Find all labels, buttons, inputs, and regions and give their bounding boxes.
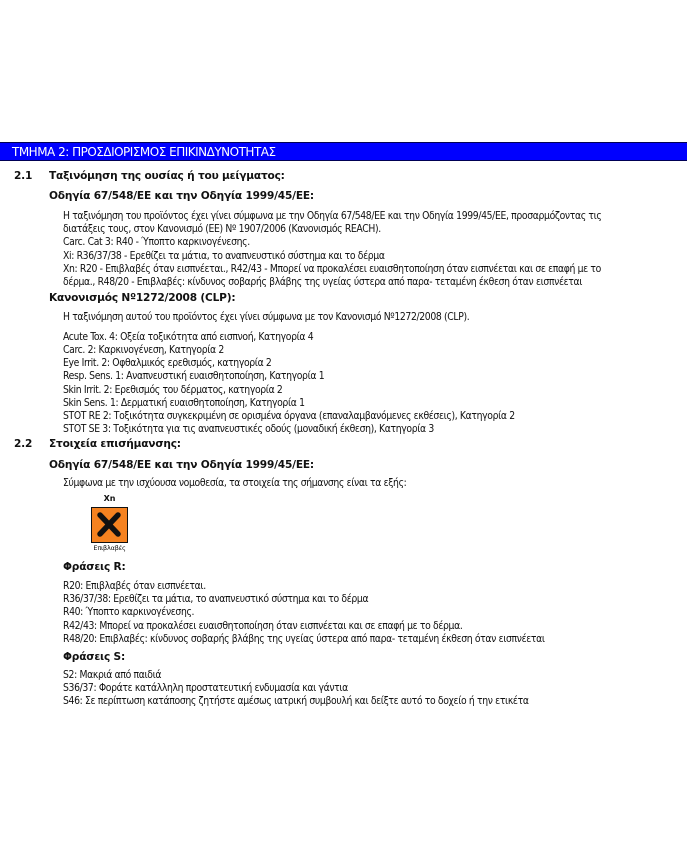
section-number-2-2: 2.2 <box>14 438 33 450</box>
directive-heading: Οδηγία 67/548/ΕΕ και την Οδηγία 1999/45/ΕΕ: <box>49 190 314 202</box>
r-phrase: R42/43: Μπορεί να προκαλέσει ευαισθητοποίηση όταν εισπνέεται και σε επαφή με το δέρμα. <box>63 620 463 632</box>
labelling-intro: Σύμφωνα με την ισχύουσα νομοθεσία, τα στοιχεία της σήμανσης είναι τα εξής: <box>63 477 407 489</box>
classification-line: δέρμα., R48/20 - Επιβλαβές: κίνδυνος σοβαρής βλάβης της υγείας ύστερα από παρα- τεταμένη έκθεση όταν εισπνέεται <box>63 276 583 288</box>
s-phrases-heading: Φράσεις S: <box>63 651 125 663</box>
classification-line: Carc. Cat 3: R40 - Ύποπτο καρκινογένεσης. <box>63 236 250 248</box>
clp-intro: Η ταξινόμηση αυτού του προϊόντος έχει γίνει σύμφωνα με τον Κανονισμό Nº1272/2008 (CLP). <box>63 311 470 323</box>
section-title-2-2: Στοιχεία επισήμανσης: <box>49 438 181 450</box>
section-title-2-1: Ταξινόμηση της ουσίας ή του μείγματος: <box>49 170 285 182</box>
pictogram-caption: Επιβλαβές <box>93 544 126 552</box>
section-header-bar <box>0 142 687 161</box>
directive-heading: Οδηγία 67/548/ΕΕ και την Οδηγία 1999/45/ΕΕ: <box>49 459 314 471</box>
classification-line: Xn: R20 - Επιβλαβές όταν εισπνέεται., R42/43 - Μπορεί να προκαλέσει ευαισθητοποίηση όταν εισπνέεται και σε επαφή με το <box>63 263 601 275</box>
r-phrase: R20: Επιβλαβές όταν εισπνέεται. <box>63 580 206 592</box>
s-phrase: S2: Μακριά από παιδιά <box>63 669 162 681</box>
r-phrases-heading: Φράσεις R: <box>63 561 126 573</box>
pictogram-code: Xn <box>103 494 116 503</box>
clp-line: Skin Irrit. 2: Ερεθισμός του δέρματος, κατηγορία 2 <box>63 384 283 396</box>
harmful-x-cross-icon <box>91 507 128 543</box>
clp-line: Skin Sens. 1: Δερματική ευαισθητοποίηση, Κατηγορία 1 <box>63 397 305 409</box>
clp-line: Resp. Sens. 1: Αναπνευστική ευαισθητοποίηση, Κατηγορία 1 <box>63 370 325 382</box>
r-phrase: R40: Ύποπτο καρκινογένεσης. <box>63 606 195 618</box>
section-header-title: ΤΜΗΜΑ 2: ΠΡΟΣΔΙΟΡΙΣΜΟΣ ΕΠΙΚΙΝΔΥΝΟΤΗΤΑΣ <box>12 145 276 159</box>
section-number-2-1: 2.1 <box>14 170 33 182</box>
r-phrase: R48/20: Επιβλαβές: κίνδυνος σοβαρής βλάβης της υγείας ύστερα από παρα- τεταμένη έκθεση όταν εισπνέεται <box>63 633 545 645</box>
directive-text-line: διατάξεις τους, στον Κανονισμό (ΕΕ) Nº 1907/2006 (Κανονισμός REACH). <box>63 223 381 235</box>
s-phrase: S46: Σε περίπτωση κατάποσης ζητήστε αμέσως ιατρική συμβουλή και δείξτε αυτό το δοχείο ή την ετικέτα <box>63 695 529 707</box>
directive-text-line: Η ταξινόμηση του προϊόντος έχει γίνει σύμφωνα με την Οδηγία 67/548/ΕΕ και την Οδηγία 1999/45/ΕΕ, προσαρμόζοντας τις <box>63 210 602 222</box>
classification-line: Xi: R36/37/38 - Ερεθίζει τα μάτια, το αναπνευστικό σύστημα και το δέρμα <box>63 250 385 262</box>
clp-line: Acute Tox. 4: Οξεία τοξικότητα από εισπνοή, Κατηγορία 4 <box>63 331 314 343</box>
clp-line: STOT SE 3: Τοξικότητα για τις αναπνευστικές οδούς (μοναδική έκθεση), Κατηγορία 3 <box>63 423 434 435</box>
clp-heading: Κανονισμός Nº1272/2008 (CLP): <box>49 292 236 304</box>
r-phrase: R36/37/38: Ερεθίζει τα μάτια, το αναπνευστικό σύστημα και το δέρμα <box>63 593 369 605</box>
clp-line: Eye Irrit. 2: Οφθαλμικός ερεθισμός, κατηγορία 2 <box>63 357 272 369</box>
s-phrase: S36/37: Φοράτε κατάλληλη προστατευτική ενδυμασία και γάντια <box>63 682 348 694</box>
clp-line: STOT RE 2: Τοξικότητα συγκεκριμένη σε ορισμένα όργανα (επαναλαμβανόμενες εκθέσεις), Κατηγορία 2 <box>63 410 515 422</box>
clp-line: Carc. 2: Καρκινογένεση, Κατηγορία 2 <box>63 344 224 356</box>
